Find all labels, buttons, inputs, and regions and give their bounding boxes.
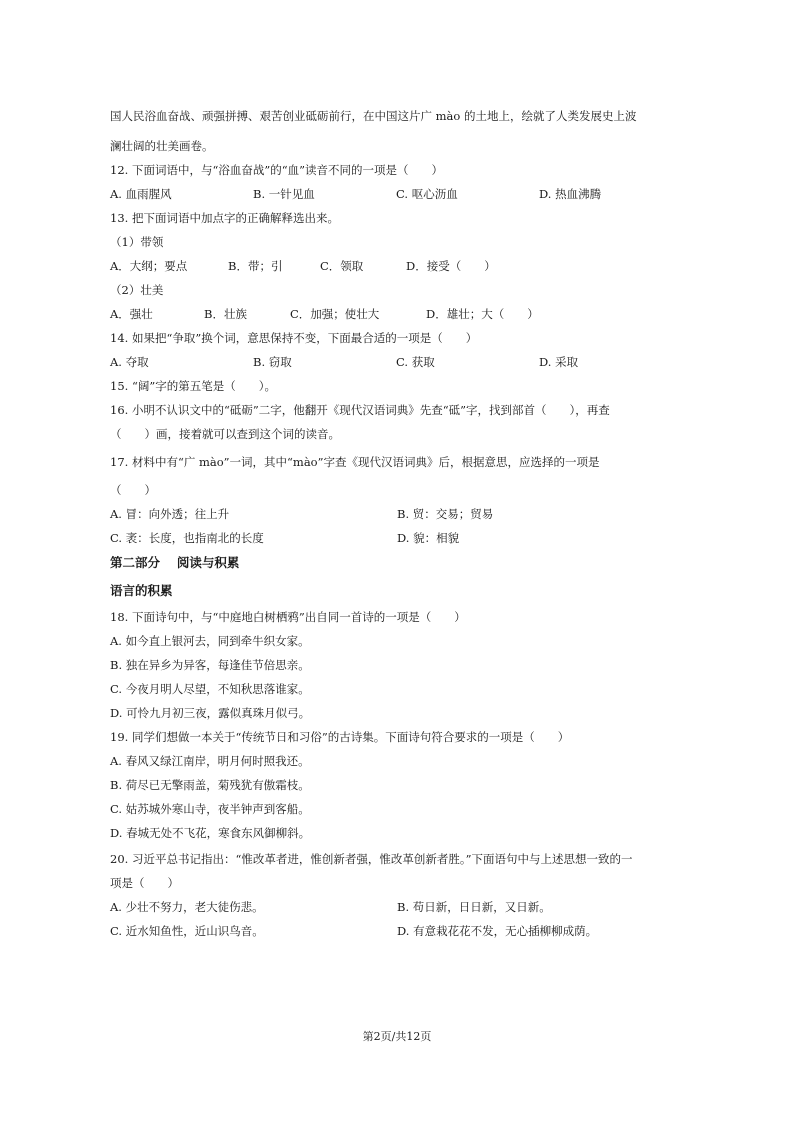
q19-option-d[interactable]: D. 春城无处不飞花，寒食东风御柳斜。 — [110, 826, 311, 840]
q19-stem: 19. 同学们想做一本关于“传统节日和习俗”的古诗集。下面诗句符合要求的一项是（ ） — [110, 730, 570, 744]
q13-sub2-option-c[interactable]: C．加强；使壮大 — [290, 307, 380, 321]
q14-options — [110, 354, 710, 370]
q13-sub2-option-a[interactable]: A．强壮 — [110, 307, 153, 321]
q13-sub2-options — [110, 306, 710, 322]
q15-stem: 15. “阔”字的第五笔是（ ）。 — [110, 379, 276, 393]
q13-sub2-option-d[interactable]: D．雄壮；大（ ） — [426, 307, 539, 321]
q20-option-c[interactable]: C. 近水知鱼性，近山识鸟音。 — [110, 924, 264, 938]
section-subtitle: 语言的积累 — [110, 583, 173, 598]
q18-option-c[interactable]: C. 今夜月明人尽望，不知秋思落谁家。 — [110, 682, 310, 696]
q18-option-a[interactable]: A. 如今直上银河去，同到牵牛织女家。 — [110, 634, 310, 648]
passage-line-2: 澜壮阔的壮美画卷。 — [110, 139, 214, 153]
q17-option-a[interactable]: A. 冒：向外透；往上升 — [110, 507, 230, 521]
q20-option-b[interactable]: B. 苟日新，日日新，又日新。 — [397, 900, 551, 914]
q13-sub1-option-d[interactable]: D．接受（ ） — [406, 259, 496, 273]
q17-options-row-1 — [110, 506, 710, 522]
q20-line-1: 20. 习近平总书记指出：“惟改革者进，惟创新者强，惟改革创新者胜。”下面语句中与上述思想一致的一 — [110, 852, 633, 866]
q18-option-b[interactable]: B. 独在异乡为异客，每逢佳节倍思亲。 — [110, 658, 310, 672]
q13-sub2-label: （2）壮美 — [110, 283, 164, 297]
q12-option-c[interactable]: C. 呕心沥血 — [396, 187, 458, 201]
q20-line-2: 项是（ ） — [110, 876, 179, 890]
q12-stem: 12. 下面词语中，与“浴血奋战”的“血”读音不同的一项是（ ） — [110, 163, 443, 177]
q17-option-c[interactable]: C. 袤：长度，也指南北的长度 — [110, 531, 264, 545]
q20-options-row-2 — [110, 923, 710, 939]
q13-sub1-option-a[interactable]: A．大纲；要点 — [110, 259, 188, 273]
page-number-footer: 第2页/共12页 — [362, 1030, 432, 1043]
q17-line-1: 17. 材料中有“广 mào”一词，其中“mào”字查《现代汉语词典》后，根据意思，应选择的一项是 — [110, 455, 600, 469]
q14-option-b[interactable]: B. 窃取 — [253, 355, 292, 369]
q14-option-a[interactable]: A. 夺取 — [110, 355, 149, 369]
q14-stem: 14. 如果把“争取”换个词，意思保持不变，下面最合适的一项是（ ） — [110, 331, 478, 345]
q19-option-b[interactable]: B. 荷尽已无擎雨盖，菊残犹有傲霜枝。 — [110, 778, 310, 792]
q20-option-d[interactable]: D. 有意栽花花不发，无心插柳柳成荫。 — [397, 924, 598, 938]
q19-option-a[interactable]: A. 春风又绿江南岸，明月何时照我还。 — [110, 754, 310, 768]
part-two-title: 第二部分 阅读与积累 — [110, 555, 240, 570]
q14-option-c[interactable]: C. 获取 — [396, 355, 435, 369]
q18-stem: 18. 下面诗句中，与“中庭地白树栖鸦”出自同一首诗的一项是（ ） — [110, 610, 466, 624]
q17-option-d[interactable]: D. 貌：相貌 — [397, 531, 460, 545]
q13-sub1-options — [110, 258, 710, 274]
q17-line-2: （ ） — [110, 483, 156, 497]
q20-options-row-1 — [110, 899, 710, 915]
q12-option-d[interactable]: D. 热血沸腾 — [539, 187, 602, 201]
q12-option-b[interactable]: B. 一针见血 — [253, 187, 315, 201]
q16-line-1: 16. 小明不认识文中的“砥砺”二字，他翻开《现代汉语词典》先查“砥”字，找到部首（ ），再查 — [110, 403, 610, 417]
q17-option-b[interactable]: B. 贸：交易；贸易 — [397, 507, 494, 521]
q13-stem: 13. 把下面词语中加点字的正确解释选出来。 — [110, 211, 339, 225]
passage-line-1: 国人民浴血奋战、顽强拼搏、艰苦创业砥砺前行，在中国这片广 mào 的土地上，绘就了人类发展史上波 — [110, 109, 637, 123]
q12-options — [110, 186, 710, 202]
q13-sub2-option-b[interactable]: B．壮族 — [204, 307, 247, 321]
q19-option-c[interactable]: C. 姑苏城外寒山寺，夜半钟声到客船。 — [110, 802, 310, 816]
q16-line-2: （ ）画，接着就可以查到这个词的读音。 — [110, 427, 340, 441]
q20-option-a[interactable]: A. 少壮不努力，老大徒伤悲。 — [110, 900, 264, 914]
q13-sub1-label: （1）带领 — [110, 235, 164, 249]
q13-sub1-option-c[interactable]: C．领取 — [320, 259, 364, 273]
q18-option-d[interactable]: D. 可怜九月初三夜，露似真珠月似弓。 — [110, 706, 311, 720]
q13-sub1-option-b[interactable]: B．带；引 — [228, 259, 283, 273]
q12-option-a[interactable]: A. 血雨腥风 — [110, 187, 172, 201]
q14-option-d[interactable]: D. 采取 — [539, 355, 579, 369]
q17-options-row-2 — [110, 530, 710, 546]
